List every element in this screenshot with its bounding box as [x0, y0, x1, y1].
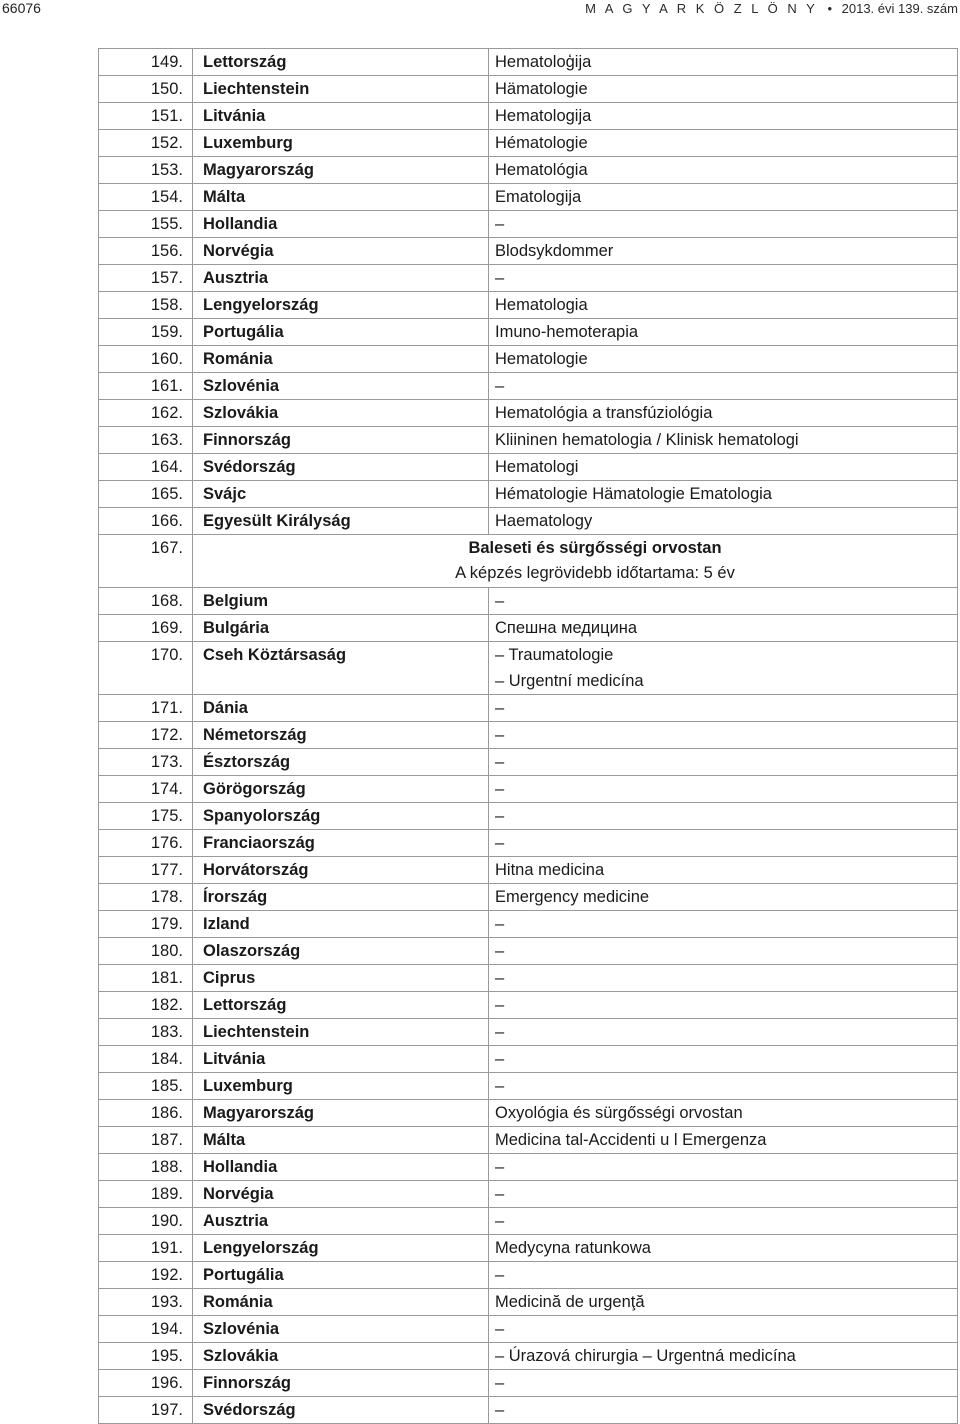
specialty-name: – — [495, 1077, 505, 1095]
country-name: Liechtenstein — [193, 1019, 489, 1046]
row-number: 183. — [99, 1019, 193, 1046]
table-row — [99, 508, 958, 535]
table-row — [99, 1235, 958, 1262]
specialty-name: – — [495, 1023, 505, 1041]
specialty-name: – — [495, 1320, 505, 1338]
row-number: 150. — [99, 76, 193, 103]
row-number: 196. — [99, 1370, 193, 1397]
specialty-cell — [489, 695, 958, 722]
row-number: 155. — [99, 211, 193, 238]
table-row — [99, 749, 958, 776]
specialty-cell — [489, 1397, 958, 1424]
specialty-name: Спешна медицина — [495, 619, 638, 637]
row-number: 168. — [99, 588, 193, 615]
row-number: 167. — [99, 535, 193, 588]
table-row — [99, 400, 958, 427]
table-row — [99, 535, 958, 588]
specialty-name: – — [495, 834, 505, 852]
row-number: 153. — [99, 157, 193, 184]
table-row — [99, 1073, 958, 1100]
table-row — [99, 427, 958, 454]
specialty-cell — [489, 615, 958, 642]
row-number: 188. — [99, 1154, 193, 1181]
row-number: 194. — [99, 1316, 193, 1343]
specialty-name: Imuno-hemoterapia — [495, 323, 639, 341]
table-row — [99, 830, 958, 857]
country-name: Németország — [193, 722, 489, 749]
country-name: Svédország — [193, 454, 489, 481]
country-name: Litvánia — [193, 103, 489, 130]
table-row — [99, 965, 958, 992]
row-number: 187. — [99, 1127, 193, 1154]
country-name: Szlovénia — [193, 373, 489, 400]
specialty-name: Hematologija — [495, 107, 592, 125]
specialty-cell — [489, 1289, 958, 1316]
table-row — [99, 911, 958, 938]
country-name: Liechtenstein — [193, 76, 489, 103]
specialty-cell — [489, 1343, 958, 1370]
specialty-cell — [489, 1181, 958, 1208]
row-number: 197. — [99, 1397, 193, 1424]
specialty-cell — [489, 1208, 958, 1235]
table-row — [99, 1208, 958, 1235]
row-number: 195. — [99, 1343, 193, 1370]
table-row — [99, 346, 958, 373]
row-number: 149. — [99, 49, 193, 76]
country-name: Finnország — [193, 1370, 489, 1397]
country-name: Cseh Köztársaság — [193, 642, 489, 695]
country-name: Málta — [193, 184, 489, 211]
specialty-name: – — [495, 1401, 505, 1419]
country-name: Ausztria — [193, 265, 489, 292]
table-row — [99, 857, 958, 884]
specialty-cell — [489, 857, 958, 884]
specialty-name: Hématologie — [495, 134, 588, 152]
table-row — [99, 884, 958, 911]
country-name: Lettország — [193, 992, 489, 1019]
specialty-name: – Urgentní medicína — [495, 672, 644, 690]
specialty-name: Hämatologie — [495, 80, 588, 98]
row-number: 161. — [99, 373, 193, 400]
specialty-name: – — [495, 269, 505, 287]
specialty-cell — [489, 642, 958, 695]
row-number: 193. — [99, 1289, 193, 1316]
table-row — [99, 938, 958, 965]
table-row — [99, 588, 958, 615]
row-number: 173. — [99, 749, 193, 776]
row-number: 174. — [99, 776, 193, 803]
country-name: Belgium — [193, 588, 489, 615]
specialty-name: Hitna medicina — [495, 861, 605, 879]
specialty-cell — [489, 938, 958, 965]
table-row — [99, 238, 958, 265]
specialty-name: – — [495, 726, 505, 744]
specialty-name: – Úrazová chirurgia – Urgentná medicína — [495, 1347, 796, 1365]
specialty-name: Kliininen hematologia / Klinisk hematologi — [495, 431, 799, 449]
row-number: 182. — [99, 992, 193, 1019]
specialty-name: – — [495, 942, 505, 960]
row-number: 190. — [99, 1208, 193, 1235]
specialty-cell — [489, 427, 958, 454]
specialties-table — [98, 48, 958, 1424]
row-number: 178. — [99, 884, 193, 911]
row-number: 165. — [99, 481, 193, 508]
specialty-name: Ematologija — [495, 188, 582, 206]
row-number: 186. — [99, 1100, 193, 1127]
specialty-cell — [489, 400, 958, 427]
country-name: Izland — [193, 911, 489, 938]
country-name: Magyarország — [193, 1100, 489, 1127]
row-number: 179. — [99, 911, 193, 938]
specialty-cell — [489, 588, 958, 615]
specialty-name: – — [495, 996, 505, 1014]
country-name: Szlovákia — [193, 1343, 489, 1370]
table-row — [99, 1046, 958, 1073]
table-row — [99, 292, 958, 319]
row-number: 175. — [99, 803, 193, 830]
table-row — [99, 722, 958, 749]
specialty-cell — [489, 1073, 958, 1100]
specialty-name: Hematológia — [495, 161, 588, 179]
specialty-cell — [489, 76, 958, 103]
country-name: Magyarország — [193, 157, 489, 184]
specialty-name: – — [495, 699, 505, 717]
country-name: Bulgária — [193, 615, 489, 642]
country-name: Lettország — [193, 49, 489, 76]
row-number: 181. — [99, 965, 193, 992]
table-row — [99, 1343, 958, 1370]
table-row — [99, 1397, 958, 1424]
country-name: Franciaország — [193, 830, 489, 857]
specialty-cell — [489, 965, 958, 992]
row-number: 177. — [99, 857, 193, 884]
row-number: 154. — [99, 184, 193, 211]
country-name: Egyesült Királyság — [193, 508, 489, 535]
row-number: 163. — [99, 427, 193, 454]
country-name: Dánia — [193, 695, 489, 722]
table-row — [99, 157, 958, 184]
country-name: Horvátország — [193, 857, 489, 884]
section-heading-cell — [193, 535, 958, 588]
table-row — [99, 319, 958, 346]
country-name: Ausztria — [193, 1208, 489, 1235]
specialty-cell — [489, 508, 958, 535]
country-name: Lengyelország — [193, 292, 489, 319]
country-name: Románia — [193, 346, 489, 373]
specialty-cell — [489, 481, 958, 508]
specialty-cell — [489, 49, 958, 76]
country-name: Írország — [193, 884, 489, 911]
specialty-cell — [489, 184, 958, 211]
specialty-name: – — [495, 753, 505, 771]
page-header — [0, 0, 960, 22]
country-name: Málta — [193, 1127, 489, 1154]
row-number: 159. — [99, 319, 193, 346]
table-row — [99, 1316, 958, 1343]
table-row — [99, 373, 958, 400]
country-name: Románia — [193, 1289, 489, 1316]
row-number: 160. — [99, 346, 193, 373]
table-row — [99, 1181, 958, 1208]
country-name: Ciprus — [193, 965, 489, 992]
specialty-cell — [489, 1370, 958, 1397]
specialty-name: Oxyológia és sürgősségi orvostan — [495, 1104, 743, 1122]
specialty-cell — [489, 1046, 958, 1073]
country-name: Olaszország — [193, 938, 489, 965]
country-name: Portugália — [193, 1262, 489, 1289]
country-name: Finnország — [193, 427, 489, 454]
table-row — [99, 130, 958, 157]
specialty-cell — [489, 803, 958, 830]
specialty-name: – — [495, 215, 505, 233]
table-section-hematology — [99, 49, 958, 535]
table-row — [99, 695, 958, 722]
country-name: Norvégia — [193, 1181, 489, 1208]
country-name: Svédország — [193, 1397, 489, 1424]
specialty-cell — [489, 319, 958, 346]
specialty-name: Hematologie — [495, 350, 588, 368]
country-name: Görögország — [193, 776, 489, 803]
specialty-name: – — [495, 1185, 505, 1203]
country-name: Portugália — [193, 319, 489, 346]
country-name: Hollandia — [193, 211, 489, 238]
journal-title — [585, 1, 958, 16]
specialty-name: Hématologie Hämatologie Ematologia — [495, 485, 772, 503]
country-name: Spanyolország — [193, 803, 489, 830]
issue-label: 2013. évi 139. szám — [841, 1, 958, 16]
country-name: Litvánia — [193, 1046, 489, 1073]
specialty-cell — [489, 1316, 958, 1343]
table-row — [99, 615, 958, 642]
row-number: 180. — [99, 938, 193, 965]
row-number: 171. — [99, 695, 193, 722]
country-name: Luxemburg — [193, 1073, 489, 1100]
specialty-name: Medicină de urgenţă — [495, 1293, 645, 1311]
specialty-cell — [489, 1019, 958, 1046]
specialty-cell — [489, 130, 958, 157]
specialty-cell — [489, 776, 958, 803]
specialty-cell — [489, 1154, 958, 1181]
specialty-name: Medicina tal-Accidenti u l Emergenza — [495, 1131, 767, 1149]
specialty-name: – — [495, 377, 505, 395]
row-number: 157. — [99, 265, 193, 292]
row-number: 170. — [99, 642, 193, 695]
row-number: 185. — [99, 1073, 193, 1100]
row-number: 164. — [99, 454, 193, 481]
country-name: Svájc — [193, 481, 489, 508]
section-subheading: A képzés legrövidebb időtartama: 5 év — [455, 564, 735, 582]
specialty-cell — [489, 103, 958, 130]
table-row — [99, 803, 958, 830]
row-number: 192. — [99, 1262, 193, 1289]
specialty-cell — [489, 292, 958, 319]
specialty-name: Medycyna ratunkowa — [495, 1239, 651, 1257]
specialty-name: – — [495, 1050, 505, 1068]
row-number: 158. — [99, 292, 193, 319]
country-name: Szlovákia — [193, 400, 489, 427]
specialty-name: Hematoloģija — [495, 53, 592, 71]
row-number: 166. — [99, 508, 193, 535]
specialty-cell — [489, 992, 958, 1019]
specialty-cell — [489, 830, 958, 857]
specialty-cell — [489, 346, 958, 373]
row-number: 176. — [99, 830, 193, 857]
specialty-name: Hematologi — [495, 458, 579, 476]
page-number: 66076 — [2, 0, 41, 16]
specialty-cell — [489, 911, 958, 938]
table-row — [99, 49, 958, 76]
table-row — [99, 992, 958, 1019]
table-row — [99, 1019, 958, 1046]
specialty-cell — [489, 1127, 958, 1154]
specialty-name: – Traumatologie — [495, 646, 614, 664]
bullet-separator: • — [827, 1, 833, 16]
specialty-cell — [489, 1235, 958, 1262]
specialty-name: – — [495, 1212, 505, 1230]
row-number: 191. — [99, 1235, 193, 1262]
table-row — [99, 1154, 958, 1181]
table-row — [99, 1370, 958, 1397]
specialty-cell — [489, 157, 958, 184]
specialty-cell — [489, 1262, 958, 1289]
table-row — [99, 76, 958, 103]
table-row — [99, 103, 958, 130]
country-name: Szlovénia — [193, 1316, 489, 1343]
table-row — [99, 211, 958, 238]
row-number: 162. — [99, 400, 193, 427]
specialty-cell — [489, 265, 958, 292]
specialty-cell — [489, 1100, 958, 1127]
row-number: 189. — [99, 1181, 193, 1208]
journal-name: M A G Y A R K Ö Z L Ö N Y — [585, 1, 818, 16]
specialty-name: – — [495, 1158, 505, 1176]
specialty-cell — [489, 454, 958, 481]
row-number: 151. — [99, 103, 193, 130]
country-name: Észtország — [193, 749, 489, 776]
specialty-cell — [489, 373, 958, 400]
specialty-cell — [489, 238, 958, 265]
table-section-emergency — [99, 588, 958, 1424]
country-name: Norvégia — [193, 238, 489, 265]
country-name: Luxemburg — [193, 130, 489, 157]
country-name: Hollandia — [193, 1154, 489, 1181]
specialty-name: – — [495, 969, 505, 987]
table-row — [99, 454, 958, 481]
specialty-cell — [489, 211, 958, 238]
row-number: 169. — [99, 615, 193, 642]
specialty-name: – — [495, 780, 505, 798]
row-number: 156. — [99, 238, 193, 265]
table-row — [99, 776, 958, 803]
table-section-emergency-heading — [99, 535, 958, 588]
specialty-cell — [489, 884, 958, 911]
row-number: 172. — [99, 722, 193, 749]
table-row — [99, 184, 958, 211]
specialty-name: Hematologia — [495, 296, 588, 314]
table-row — [99, 1127, 958, 1154]
specialty-cell — [489, 749, 958, 776]
specialty-name: – — [495, 1374, 505, 1392]
table-row — [99, 265, 958, 292]
specialty-name: Emergency medicine — [495, 888, 650, 906]
specialty-cell — [489, 722, 958, 749]
specialty-name: Haematology — [495, 512, 593, 530]
table-row — [99, 1262, 958, 1289]
specialty-name: – — [495, 807, 505, 825]
table-row — [99, 481, 958, 508]
table-row — [99, 1100, 958, 1127]
table-row — [99, 1289, 958, 1316]
row-number: 184. — [99, 1046, 193, 1073]
specialty-name: Blodsykdommer — [495, 242, 614, 260]
section-heading: Baleseti és sürgősségi orvostan — [468, 539, 722, 557]
specialty-name: – — [495, 592, 505, 610]
country-name: Lengyelország — [193, 1235, 489, 1262]
table-row — [99, 642, 958, 695]
specialty-name: Hematológia a transfúziológia — [495, 404, 713, 422]
specialty-name: – — [495, 1266, 505, 1284]
row-number: 152. — [99, 130, 193, 157]
specialty-name: – — [495, 915, 505, 933]
